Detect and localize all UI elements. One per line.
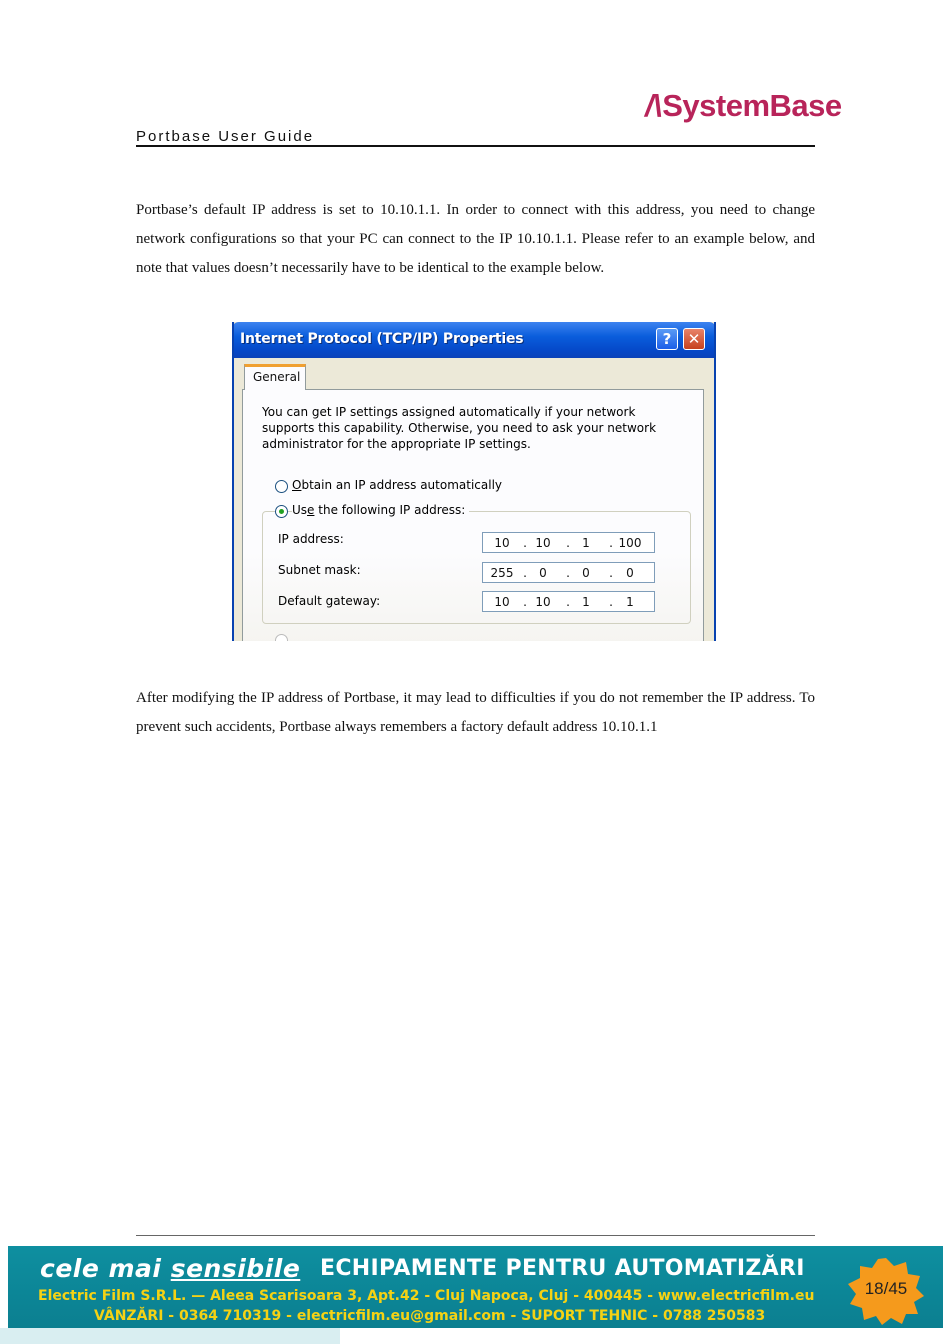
logo-mark: /\: [645, 88, 662, 123]
default-gateway-label: Default gateway:: [278, 594, 381, 608]
header-title: Portbase User Guide: [136, 128, 315, 145]
tcpip-properties-dialog: [232, 322, 716, 641]
gateway-dot: .: [609, 595, 613, 609]
use-following-label-text: Use the following IP address:: [292, 503, 466, 517]
page-number: 18/45: [864, 1279, 908, 1298]
gateway-dot: .: [523, 595, 527, 609]
default-gateway-input[interactable]: [482, 591, 655, 612]
close-button[interactable]: ✕: [683, 328, 705, 350]
ip-octet-4: 100: [618, 536, 642, 550]
subnet-mask-label: Subnet mask:: [278, 563, 361, 577]
gateway-octet-4: 1: [626, 595, 634, 609]
contact-line-1: Electric Film S.R.L. — Aleea Scarisoara 3, Apt.42 - Cluj Napoca, Cluj - 400445 - www.electricfilm.eu: [38, 1288, 815, 1304]
tab-general[interactable]: General: [244, 364, 306, 390]
subnet-mask-input[interactable]: [482, 562, 655, 583]
gateway-octet-2: 10: [535, 595, 551, 609]
intro-paragraph: Portbase’s default IP address is set to 10.10.1.1. In order to connect with this address, you need to change network configurations so that your PC can connect to the IP 10.10.1.1. Please refer to an example below, and note that values doesn’t necessarily have to be identical to the example below.: [136, 202, 815, 276]
header-rule: [136, 145, 815, 147]
info-text: You can get IP settings assigned automatically if your network supports this capability. Otherwise, you need to ask your network administrator for the appropriate IP settings.: [262, 405, 657, 451]
slogan-part-1: cele mai: [40, 1254, 171, 1283]
gateway-octet-3: 1: [582, 595, 590, 609]
ip-octet-2: 10: [535, 536, 551, 550]
contact-line-2: VÂNZĂRI - 0364 710319 - electricfilm.eu@gmail.com - SUPORT TEHNIC - 0788 250583: [94, 1308, 766, 1324]
use-following-radio[interactable]: [275, 505, 288, 518]
footer-banner: [8, 1246, 943, 1328]
slogan-part-2: sensibile: [170, 1254, 301, 1283]
use-following-label[interactable]: [292, 503, 469, 517]
obtain-auto-label[interactable]: Obtain an IP address automatically: [292, 478, 503, 492]
subnet-octet-3: 0: [582, 566, 590, 580]
ip-octet-1: 10: [494, 536, 510, 550]
ip-address-label: IP address:: [278, 532, 344, 546]
subnet-dot: .: [609, 566, 613, 580]
dialog-title: Internet Protocol (TCP/IP) Properties: [240, 331, 524, 347]
slogan: [40, 1254, 300, 1283]
systembase-logo: [645, 88, 842, 124]
tagline: ECHIPAMENTE PENTRU AUTOMATIZĂRI: [320, 1256, 805, 1281]
subnet-octet-4: 0: [626, 566, 634, 580]
ip-address-input[interactable]: [482, 532, 655, 553]
ip-dot: .: [566, 536, 570, 550]
obtain-auto-label-rest: btain an IP address automatically: [301, 478, 503, 492]
gateway-octet-1: 10: [494, 595, 510, 609]
dialog-titlebar[interactable]: [232, 322, 716, 358]
bottom-strip: [0, 1328, 340, 1344]
after-paragraph: After modifying the IP address of Portbase, it may lead to difficulties if you do not remember the IP address. To prevent such accidents, Portbase always remembers a factory default address 10.10.1.1: [136, 690, 815, 735]
subnet-octet-1: 255: [490, 566, 514, 580]
subnet-dot: .: [566, 566, 570, 580]
cropped-dns-radio: [275, 634, 288, 641]
subnet-octet-2: 0: [539, 566, 547, 580]
ip-octet-3: 1: [582, 536, 590, 550]
subnet-dot: .: [523, 566, 527, 580]
help-button[interactable]: ?: [656, 328, 678, 350]
ip-dot: .: [609, 536, 613, 550]
obtain-auto-radio[interactable]: [275, 480, 288, 493]
gateway-dot: .: [566, 595, 570, 609]
logo-text: SystemBase: [662, 88, 842, 123]
page-badge: [846, 1256, 926, 1326]
footer-rule: [136, 1235, 815, 1236]
ip-dot: .: [523, 536, 527, 550]
